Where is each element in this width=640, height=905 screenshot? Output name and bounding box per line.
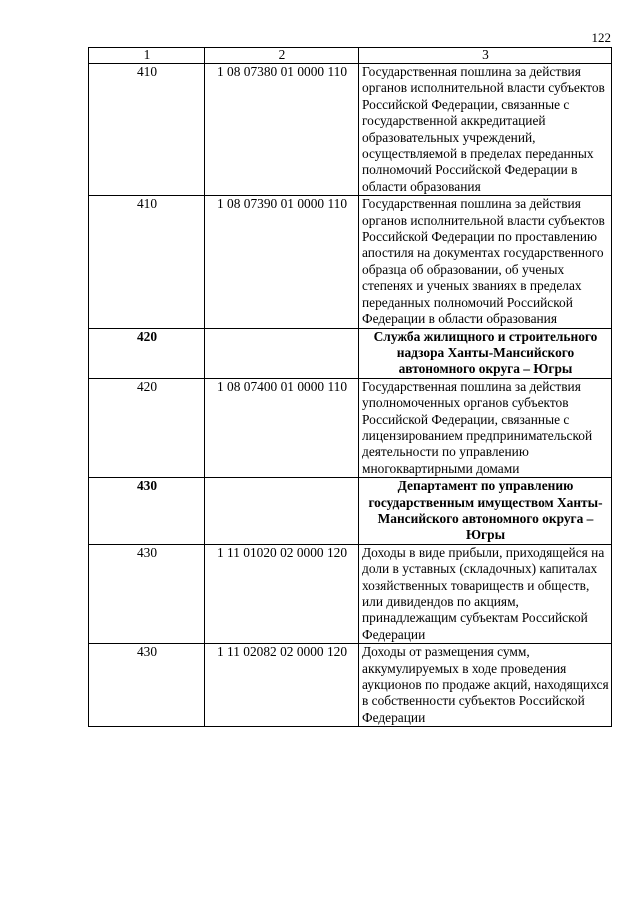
table-row xyxy=(89,544,612,643)
table-header-row xyxy=(89,48,612,64)
section-title-cell: Департамент по управлению государственным имуществом Ханты-Мансийского автономного округа – Югры xyxy=(359,478,612,545)
table-row xyxy=(89,378,612,477)
revenue-name-cell: Государственная пошлина за действия уполномоченных органов субъектов Российской Федерации, связанные с лицензированием предпринимательской деятельности по управлению многоквартирными домами xyxy=(359,378,612,477)
column-number-3: 3 xyxy=(359,48,612,64)
budget-code-cell: 1 08 07400 01 0000 110 xyxy=(205,378,359,477)
administrator-code-cell: 430 xyxy=(89,644,205,727)
table-row xyxy=(89,196,612,328)
section-heading-row xyxy=(89,328,612,378)
section-title-cell: Служба жилищного и строительного надзора Ханты-Мансийского автономного округа – Югры xyxy=(359,328,612,378)
budget-code-cell: 1 11 02082 02 0000 120 xyxy=(205,644,359,727)
budget-code-cell: 1 08 07380 01 0000 110 xyxy=(205,64,359,196)
empty-budget-code-cell xyxy=(205,328,359,378)
revenue-name-cell: Государственная пошлина за действия органов исполнительной власти субъектов Российской Федерации, связанные с государственной аккредитацией образовательных учреждений, осуществляемой в пределах переданных полномочий Российской Федерации в области образования xyxy=(359,64,612,196)
budget-code-cell: 1 11 01020 02 0000 120 xyxy=(205,544,359,643)
column-number-1: 1 xyxy=(89,48,205,64)
budget-code-cell: 1 08 07390 01 0000 110 xyxy=(205,196,359,328)
administrator-code-cell: 430 xyxy=(89,544,205,643)
empty-budget-code-cell xyxy=(205,478,359,545)
page-number: 122 xyxy=(591,30,611,45)
administrator-code-cell: 420 xyxy=(89,378,205,477)
table-row xyxy=(89,64,612,196)
revenue-classification-table xyxy=(88,47,612,727)
section-code-cell: 430 xyxy=(89,478,205,545)
revenue-name-cell: Государственная пошлина за действия органов исполнительной власти субъектов Российской Федерации по проставлению апостиля на документах государственного образца об образовании, об ученых степенях и ученых званиях в пределах переданных полномочий Российской Федерации в области образования xyxy=(359,196,612,328)
administrator-code-cell: 410 xyxy=(89,64,205,196)
section-heading-row xyxy=(89,478,612,545)
revenue-name-cell: Доходы в виде прибыли, приходящейся на доли в уставных (складочных) капиталах хозяйственных товариществ и обществ, или дивидендов по акциям, принадлежащим субъектам Российской Федерации xyxy=(359,544,612,643)
section-code-cell: 420 xyxy=(89,328,205,378)
administrator-code-cell: 410 xyxy=(89,196,205,328)
revenue-name-cell: Доходы от размещения сумм, аккумулируемых в ходе проведения аукционов по продаже акций, находящихся в собственности субъектов Российской Федерации xyxy=(359,644,612,727)
column-number-2: 2 xyxy=(205,48,359,64)
table-row xyxy=(89,644,612,727)
